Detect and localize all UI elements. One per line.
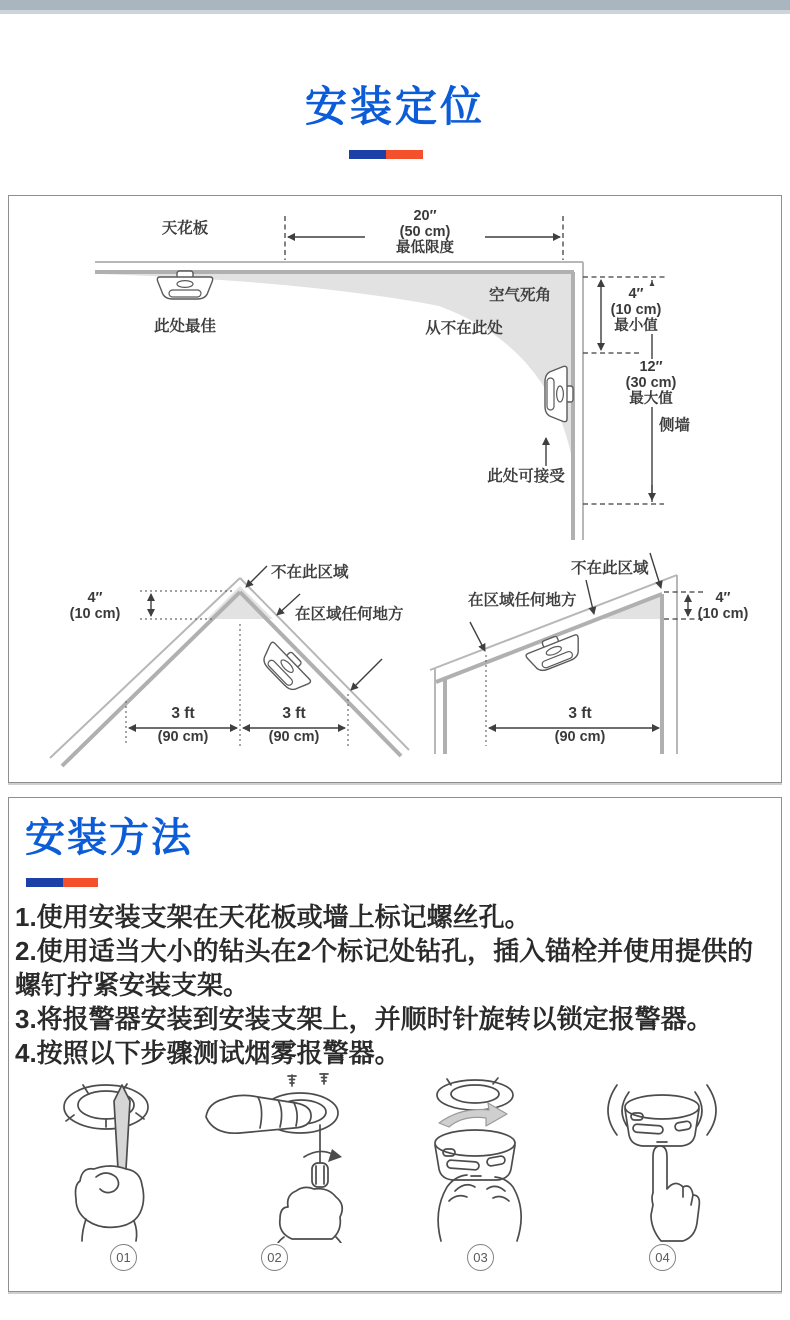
peak-dim-4in-value: 4″ (87, 590, 103, 606)
page-title: 安装定位 (304, 83, 485, 130)
step-figure-2 (200, 1073, 350, 1243)
test-alarm-illustration (587, 1073, 737, 1243)
peak-not-here-label: 不在此区域 (271, 564, 349, 581)
peak-anywhere-label: 在区域任何地方 (295, 606, 404, 623)
shed-dim-4in-metric: (10 cm) (697, 606, 749, 622)
dim-12in-max-metric: (30 cm) (625, 375, 677, 391)
dim-12in-max-value: 12″ (639, 359, 663, 375)
method-title: 安装方法 (25, 816, 193, 860)
step-figure-4 (587, 1073, 737, 1243)
dim-4in-min-metric: (10 cm) (610, 302, 662, 318)
mark-holes-illustration (48, 1073, 198, 1243)
method-divider (26, 878, 98, 887)
peak-span-left-block (143, 706, 223, 745)
dim-4in-min-value: 4″ (628, 286, 644, 302)
dim-20in-caption: 最低限度 (396, 240, 454, 256)
peak-span-left-feet: 3 ft (171, 705, 195, 722)
dim-20in-metric: (50 cm) (399, 224, 451, 240)
method-panel (8, 797, 782, 1292)
dim-12in-max-caption: 最大值 (629, 391, 673, 407)
ceiling-label: 天花板 (161, 220, 209, 237)
title-divider (349, 150, 423, 159)
peak-dim-4in-block (45, 590, 145, 622)
step-number-2: 02 (261, 1244, 288, 1271)
divider-blue-segment (26, 878, 63, 887)
divider-blue-segment (349, 150, 386, 159)
method-steps-list (15, 900, 777, 1070)
peak-span-right-feet: 3 ft (282, 705, 306, 722)
method-step-3: 3.将报警器安装到安装支架上，并顺时针旋转以锁定报警器。 (15, 1004, 713, 1034)
divider-orange-segment (63, 878, 98, 887)
peak-span-right-metric: (90 cm) (268, 729, 320, 745)
method-step-4: 4.按照以下步骤测试烟雾报警器。 (15, 1038, 401, 1068)
shed-span-feet: 3 ft (568, 705, 592, 722)
shed-span-metric: (90 cm) (554, 729, 606, 745)
positioning-panel (8, 195, 782, 783)
shed-dim-4in-value: 4″ (715, 590, 731, 606)
step-figure-3 (405, 1073, 555, 1243)
dim-4in-min-caption: 最小值 (614, 318, 658, 334)
dim-20in-value: 20″ (413, 208, 437, 224)
top-bar (0, 0, 790, 10)
peak-dim-4in-metric: (10 cm) (69, 606, 121, 622)
installation-position-diagram (9, 196, 781, 782)
divider-orange-segment (386, 150, 423, 159)
peak-span-right-block (254, 706, 334, 745)
step-number-4: 04 (649, 1244, 676, 1271)
shed-anywhere-label: 在区域任何地方 (468, 592, 577, 609)
never-here-label: 从不在此处 (425, 320, 503, 337)
dim-4in-min-block (607, 286, 665, 334)
top-bar-highlight (0, 10, 790, 14)
shed-dim-4in-block (691, 590, 755, 622)
dim-12in-max-block (616, 359, 686, 407)
method-step-1: 1.使用安装支架在天花板或墙上标记螺丝孔。 (15, 902, 531, 932)
shed-span-block (540, 706, 620, 745)
method-step-2: 2.使用适当大小的钻头在2个标记处钻孔，插入锚栓并使用提供的螺钉拧紧安装支架。 (15, 936, 754, 1000)
step-figure-1 (48, 1073, 198, 1243)
dim-20in-block (365, 208, 485, 256)
shed-not-here-label: 不在此区域 (571, 560, 649, 577)
screw-bracket-illustration (200, 1073, 350, 1243)
acceptable-here-label: 此处可接受 (487, 468, 565, 485)
attach-alarm-illustration (405, 1073, 555, 1243)
side-wall-label: 侧墙 (659, 417, 691, 434)
step-number-1: 01 (110, 1244, 137, 1271)
peak-span-left-metric: (90 cm) (157, 729, 209, 745)
dead-air-label: 空气死角 (488, 287, 551, 304)
best-here-label: 此处最佳 (153, 318, 216, 335)
step-number-3: 03 (467, 1244, 494, 1271)
